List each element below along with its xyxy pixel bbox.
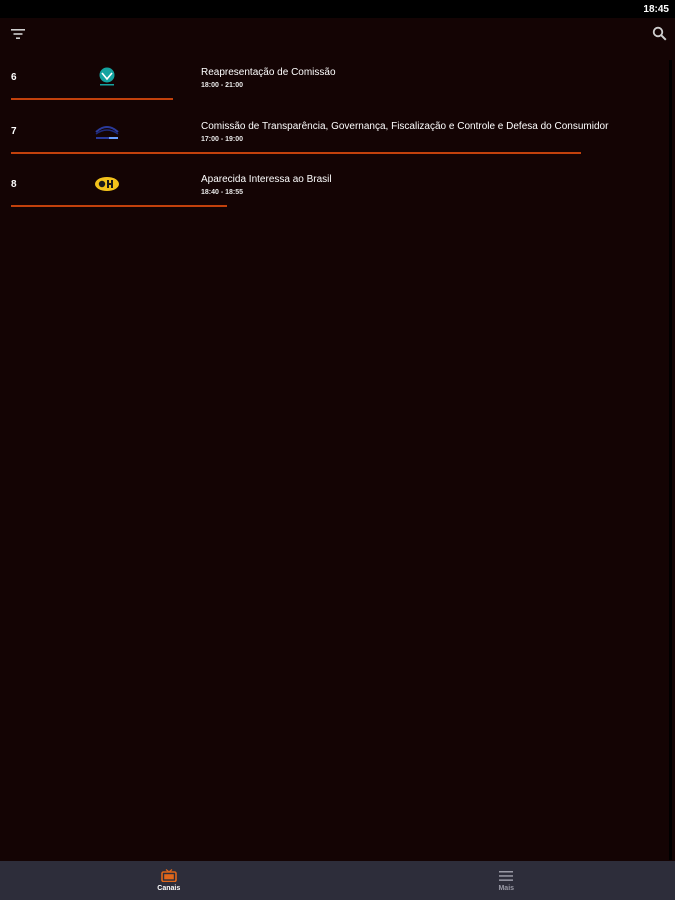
- channel-number: 6: [11, 72, 17, 83]
- program-progress: [11, 98, 611, 100]
- channel-row[interactable]: [0, 54, 670, 108]
- program-title: Aparecida Interessa ao Brasil: [201, 174, 332, 185]
- program-progress: [11, 205, 611, 207]
- toolbar: [0, 18, 675, 52]
- app-screen: [0, 18, 675, 861]
- program-title: Comissão de Transparência, Governança, Fiscalização e Controle e Defesa do Consumidor: [201, 120, 609, 132]
- filter-icon[interactable]: [11, 28, 25, 40]
- program-title: Reapresentação de Comissão: [201, 67, 336, 78]
- channel-list: [0, 54, 670, 215]
- channel-row[interactable]: [0, 108, 670, 162]
- tv-aparecida-hd-logo: [92, 171, 122, 197]
- tv-icon: [161, 869, 177, 882]
- status-time: 18:45: [643, 3, 669, 15]
- tv-camara-logo: [92, 64, 122, 90]
- nav-label-canais: Canais: [157, 885, 181, 892]
- program-time: 18:00 - 21:00: [201, 82, 244, 89]
- bottom-navigation: [0, 861, 675, 900]
- channel-number: 8: [11, 179, 17, 190]
- channel-number: 7: [11, 125, 17, 137]
- menu-icon: [499, 870, 513, 882]
- program-progress: [11, 152, 611, 154]
- program-progress-fill: [11, 205, 227, 207]
- search-icon[interactable]: [652, 26, 667, 41]
- program-time: 17:00 - 19:00: [201, 135, 244, 143]
- program-progress-fill: [11, 152, 581, 154]
- status-bar: [0, 0, 675, 18]
- channel-row[interactable]: [0, 161, 670, 215]
- nav-item-canais[interactable]: [0, 861, 338, 900]
- nav-item-mais[interactable]: [338, 861, 675, 900]
- program-time: 18:40 - 18:55: [201, 189, 244, 196]
- program-progress-fill: [11, 98, 173, 100]
- nav-label-mais: Mais: [498, 884, 515, 892]
- tv-senado-logo: [92, 118, 122, 144]
